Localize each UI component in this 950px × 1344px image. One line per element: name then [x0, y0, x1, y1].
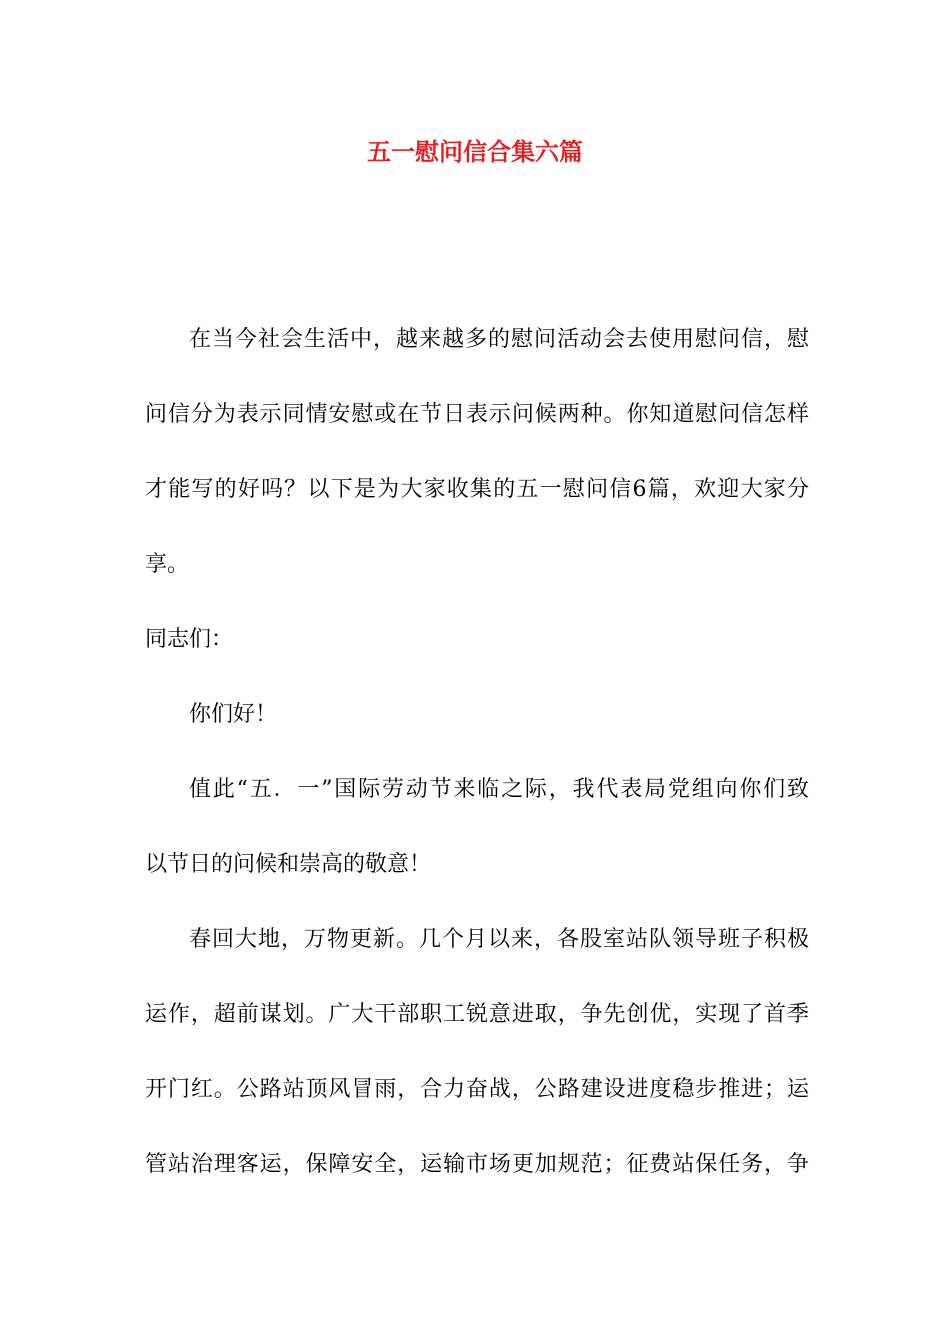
greeting: 你们好！	[189, 702, 278, 727]
paragraph-line: 享。	[145, 552, 190, 577]
paragraph-line: 管站治理客运，保障安全，运输市场更加规范；征费站保任务，争	[145, 1152, 809, 1177]
salutation: 同志们：	[145, 627, 234, 652]
paragraph-line: 运作，超前谋划。广大干部职工锐意进取，争先创优，实现了首季	[145, 1002, 809, 1027]
paragraph-line: 以节日的问候和崇高的敬意！	[145, 852, 432, 877]
paragraph-line: 开门红。公路站顶风冒雨，合力奋战，公路建设进度稳步推进；运	[145, 1077, 809, 1102]
document-title: 五一慰问信合集六篇	[367, 137, 583, 166]
paragraph-line: 在当今社会生活中，越来越多的慰问活动会去使用慰问信，慰	[189, 327, 809, 352]
paragraph-line: 值此“五．一”国际劳动节来临之际，我代表局党组向你们致	[189, 777, 809, 802]
paragraph-line: 问信分为表示同情安慰或在节日表示问候两种。你知道慰问信怎样	[145, 402, 809, 427]
paragraph-line: 才能写的好吗？以下是为大家收集的五一慰问信6篇，欢迎大家分	[145, 477, 809, 502]
paragraph-line: 春回大地，万物更新。几个月以来，各股室站队领导班子积极	[189, 927, 809, 952]
